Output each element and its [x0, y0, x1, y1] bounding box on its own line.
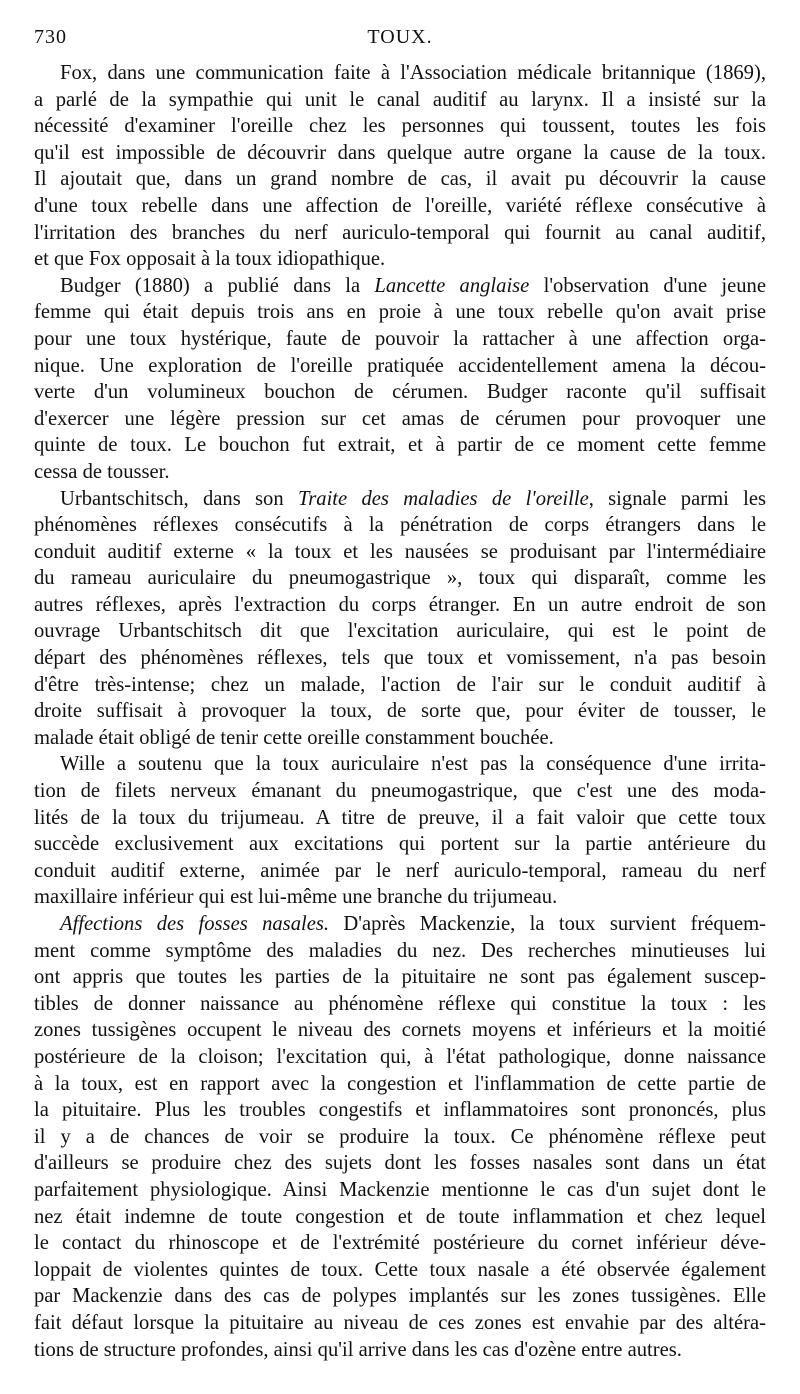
text-line: lités de la toux du trijumeau. A titre de preuve, il a fait valoir que cette toux: [34, 806, 766, 829]
text-run: Urbantschitsch, dans son: [60, 487, 298, 510]
text-line: ont appris que toutes les parties de la pituitaire ne sont pas également suscep-: [34, 966, 766, 989]
text-run: l'observation d'une jeune: [529, 274, 766, 297]
text-line: à la toux, est en rapport avec la congestion et l'inflammation de cette partie de: [34, 1072, 766, 1095]
paragraph: [34, 273, 766, 486]
text-line: phénomènes réflexes consécutifs à la pénétration de corps étrangers dans le: [34, 514, 766, 537]
text-line: parfaitement physiologique. Ainsi Mackenzie mentionne le cas d'un sujet dont le: [34, 1178, 766, 1201]
page-heading: TOUX.: [367, 26, 433, 48]
text-line: fait défaut lorsque la pituitaire au niveau de ces zones est envahie par des altéra-: [34, 1311, 766, 1334]
text-line: maxillaire inférieur qui est lui-même une branche du trijumeau.: [34, 886, 558, 909]
text-run: , signale parmi les: [588, 487, 766, 510]
italic-title: Lancette anglaise: [374, 274, 530, 297]
paragraph: [34, 751, 766, 911]
text-line: par Mackenzie dans des cas de polypes implantés sur les zones tussigènes. Elle: [34, 1285, 766, 1308]
text-line: conduit auditif externe « la toux et les nausées se produisant par l'intermédiaire: [34, 540, 766, 563]
text-line: le contact du rhinoscope et de l'extrémité postérieure du cornet inférieur déve-: [34, 1232, 766, 1255]
text-line: cessa de tousser.: [34, 460, 170, 483]
text-line: d'être très-intense; chez un malade, l'action de l'air sur le conduit auditif à: [34, 673, 766, 696]
text-line: du rameau auriculaire du pneumogastrique », toux qui disparaît, comme les: [34, 567, 766, 590]
text-line: Il ajoutait que, dans un grand nombre de cas, il avait pu découvrir la cause: [34, 168, 766, 191]
text-line: femme qui était depuis trois ans en proie à une toux rebelle qu'on avait prise: [34, 301, 766, 324]
text-line: tibles de donner naissance au phénomène réflexe qui constitue la toux : les: [34, 992, 766, 1015]
text-line: postérieure de la cloison; l'excitation qui, à l'état pathologique, donne naissance: [34, 1045, 766, 1068]
text-line: quinte de toux. Le bouchon fut extrait, et à partir de ce moment cette femme: [34, 434, 766, 457]
paragraph: [34, 486, 766, 752]
text-line: il y a de chances de voir se produire la toux. Ce phénomène réflexe peut: [34, 1125, 766, 1148]
text-line: la pituitaire. Plus les troubles congestifs et inflammatoires sont prononcés, plus: [34, 1099, 766, 1122]
italic-title: Affections des fosses nasales.: [60, 913, 330, 935]
text-line: [34, 273, 766, 300]
text-line: autres réflexes, après l'extraction du corps étranger. En un autre endroit de son: [34, 593, 766, 616]
text-run: D'après Mackenzie, la toux survient fréquem-: [329, 913, 766, 935]
page-number: 730: [34, 26, 67, 48]
text-line: zones tussigènes occupent le niveau des cornets moyens et inférieurs et la moitié: [34, 1019, 766, 1042]
text-line: départ des phénomènes réflexes, tels que toux et vomissement, n'a pas besoin: [34, 647, 766, 670]
text-line: tion de filets nerveux émanant du pneumogastrique, que c'est une des moda-: [34, 780, 766, 803]
paragraph: [34, 60, 766, 273]
text-line: malade était obligé de tenir cette oreille constamment bouchée.: [34, 726, 554, 749]
text-run: Budger (1880) a publié dans la: [60, 274, 375, 297]
text-line: ouvrage Urbantschitsch dit que l'excitation auriculaire, qui est le point de: [34, 620, 766, 643]
text-line: nécessité d'examiner l'oreille chez les personnes qui toussent, toutes les fois: [34, 115, 766, 138]
running-head: [34, 26, 766, 56]
text-line: et que Fox opposait à la toux idiopathique.: [34, 248, 386, 271]
text-line: [34, 486, 766, 513]
text-line: Wille a soutenu que la toux auriculaire n'est pas la conséquence d'une irrita-: [60, 753, 766, 776]
text-line: tions de structure profondes, ainsi qu'il arrive dans les cas d'ozène entre autres.: [34, 1338, 682, 1361]
text-line: a parlé de la sympathie qui unit le canal auditif au larynx. Il a insisté sur la: [34, 88, 766, 111]
text-line: d'une toux rebelle dans une affection de l'oreille, variété réflexe consécutive à: [34, 194, 766, 217]
text-line: qu'il est impossible de découvrir dans quelque autre organe la cause de la toux.: [34, 141, 766, 164]
text-line: pour une toux hystérique, faute de pouvoir la rattacher à une affection orga-: [34, 327, 766, 350]
text-line: droite suffisait à provoquer la toux, de sorte que, pour éviter de tousser, le: [34, 700, 766, 723]
italic-title: Traite des maladies de l'oreille: [297, 487, 589, 510]
text-line: Fox, dans une communication faite à l'Association médicale britannique (1869),: [60, 62, 766, 84]
text-line: nique. Une exploration de l'oreille pratiquée accidentellement amena la décou-: [34, 354, 766, 377]
text-line: loppait de violentes quintes de toux. Cette toux nasale a été observée également: [34, 1258, 766, 1281]
paragraph: [34, 911, 766, 1363]
text-line: [34, 911, 766, 938]
text-line: verte d'un volumineux bouchon de cérumen. Budger raconte qu'il suffisait: [34, 381, 766, 404]
body-text: [34, 60, 766, 1363]
text-line: conduit auditif externe, animée par le nerf auriculo-temporal, rameau du nerf: [34, 859, 766, 882]
text-line: succède exclusivement aux excitations qui portent sur la partie antérieure du: [34, 833, 766, 856]
text-line: ment comme symptôme des maladies du nez. Des recherches minutieuses lui: [34, 939, 766, 962]
text-line: d'ailleurs se produire chez des sujets dont les fosses nasales sont dans un état: [34, 1152, 766, 1175]
text-line: l'irritation des branches du nerf auriculo-temporal qui fournit au canal auditif,: [34, 221, 766, 244]
text-line: nez était indemne de toute congestion et de toute inflammation et chez lequel: [34, 1205, 766, 1228]
text-line: d'exercer une légère pression sur cet amas de cérumen pour provoquer une: [34, 407, 766, 430]
